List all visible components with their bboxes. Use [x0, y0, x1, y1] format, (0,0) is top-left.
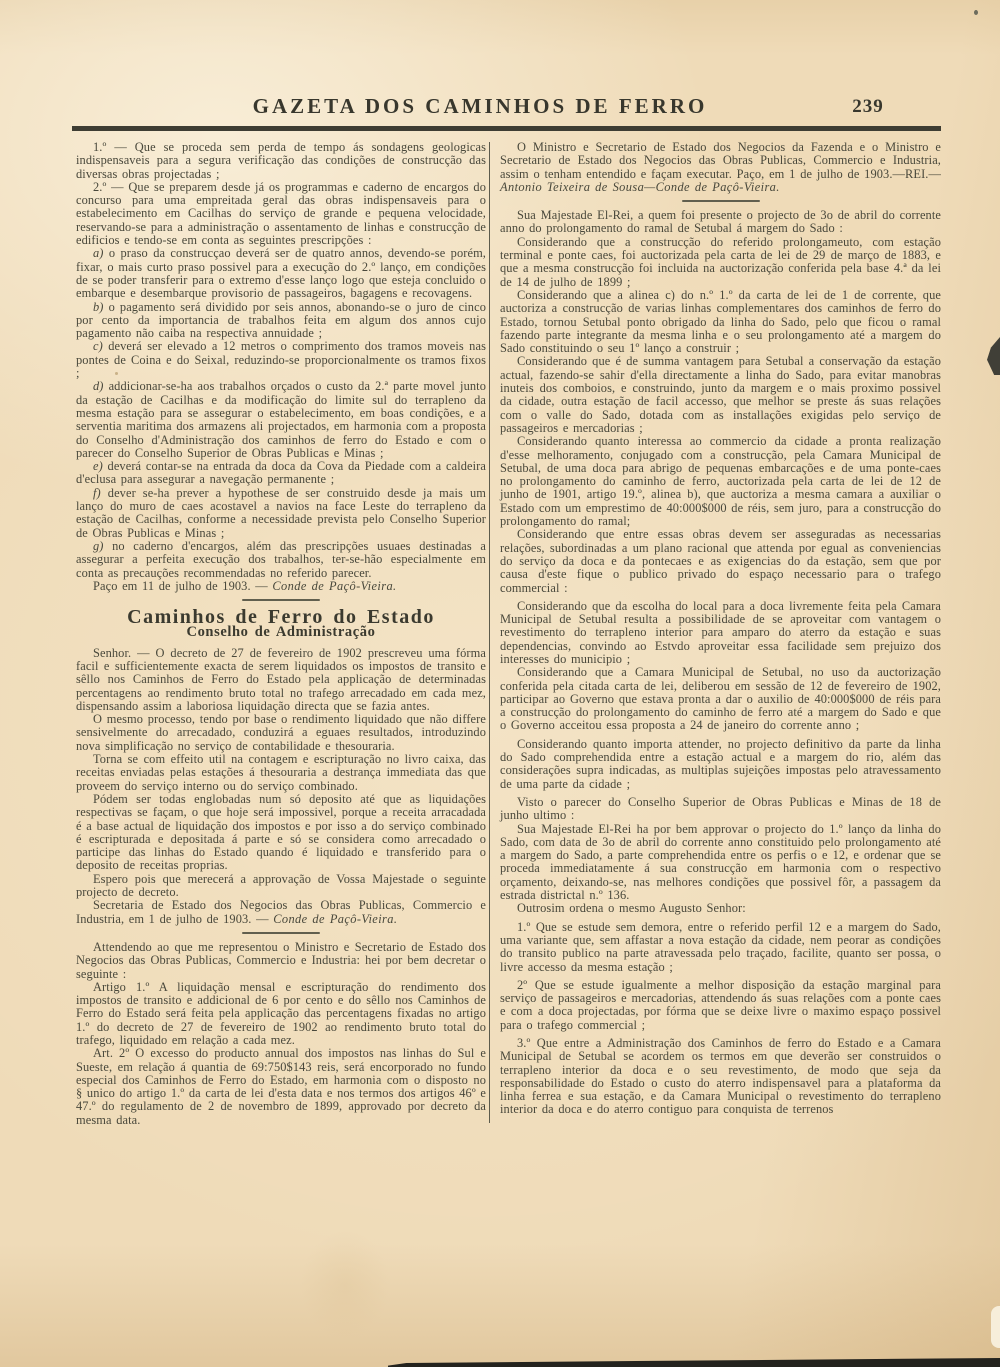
paragraph: 1.º — Que se proceda sem perda de tempo ás sondagens geologicas indispensaveis para a segura verificação das condições de construcção das diversas obras projectadas ;	[76, 140, 486, 181]
section-divider	[242, 599, 320, 601]
paragraph: 2.º — Que se preparem desde já os programmas e caderno de encargos do concurso para uma empreitada geral das obras indispensaveis para o estabelecimento em Cacilhas do serviço de grande e pequena velocidade, reservando-se para a administração o assentamento de linhas e construcção de edificios e tendo-se em conta as seguintes prescripções :	[76, 179, 486, 248]
paragraph: Espero pois que merecerá a approvação de Vossa Majestade o seguinte projecto de decreto.	[76, 871, 486, 900]
paragraph: Considerando que da escolha do local para a doca livremente feita pela Camara Municipal de Setubal resulta a possibilidade de se aproveitar com vantagem o revestimento do terrapleno interior para amparo do aterro da estação e suas dependencias, convindo ao Estvdo aproveitar essa facilidade sem prejuizo dos interesses do municipio ;	[500, 598, 941, 666]
masthead-title: GAZETA DOS CAMINHOS DE FERRO	[252, 94, 708, 118]
paragraph: Considerando que a Camara Municipal de Setubal, no uso da auctorização conferida pela citada carta de lei, deliberou em sessão de 12 de fevereiro de 1902, participar ao Governo que estava pronta a dar o auxilio de 40:000$000 de réis para a construcção do prolongamento do caminho de ferro até a margem do Sado e que o Governo acceitou essa proposta a 24 de janeiro do corrente anno ;	[500, 665, 941, 733]
section-divider	[682, 200, 760, 202]
photo-artifact-right-edge-tear	[991, 1306, 1000, 1348]
paragraph: c) deverá ser elevado a 12 metros o comprimento dos tramos moveis nas pontes de Coina e do Seixal, reduzindo-se proporcionalmente os tramos fixos ;	[76, 339, 486, 381]
header-rule	[72, 126, 941, 131]
paragraph: Considerando que a construcção do referido prolongameuto, com estação terminal e ponte caes, foi auctorizada pela carta de lei de 29 de março de 1883, e que a mesma construcção foi incluida na auctorização conferida pela base 4.ª da lei de 14 de julho de 1899 ;	[500, 234, 941, 289]
paragraph: b) o pagamento será dividido por seis annos, abonando-se o juro de cinco por cento da importancia de trabalhos feita em algum dos annos cujo pagamento não caiba na respectiva annuidade ;	[76, 299, 486, 341]
paragraph: Considerando que é de summa vantagem para Setubal a conservação da estação actual, fazendo-se sahir d'ella directamente a linha do Sado, para evitar manobras inuteis dos comboios, e construindo, junto da margem e o mais proximo possivel da cidade, outra estação de facil accesso, que melhor se preste ás suas relações com o valle do Sado, dotada com as installações exigidas pelo serviço de passageiros e mercadorias ;	[500, 354, 941, 435]
paragraph: Torna se com effeito util na contagem e escripturação no livro caixa, das receitas enviadas pelas estações á thesouraria a destrança immediata das que proveem do serviço interno ou do serviço combinado.	[76, 752, 486, 793]
paragraph: Art. 2º O excesso do producto annual dos impostos nas linhas do Sul e Sueste, em relação á quantia de 69:750$143 reis, será encorporado no fundo especial dos Caminhos de Ferro do Estado, em harmonia com o disposto no § unico do artigo 1.º da carta de lei d'esta data e nos termos dos artigos 46º e 47.º do regulamento de 2 de novembro de 1899, approvado por decreto da mesma data.	[76, 1046, 486, 1127]
paper-speck	[115, 372, 118, 375]
photo-artifact-bottom-edge	[388, 1358, 1000, 1367]
paragraph: Attendendo ao que me representou o Ministro e Secretario de Estado dos Negocios das Obras Publicas, Commercio e Industria: hei por bem decretar o seguinte :	[76, 939, 486, 981]
paragraph: e) deverá contar-se na entrada da doca da Cova da Piedade com a caldeira d'eclusa para assegurar a navegação permanente ;	[76, 459, 486, 487]
section-heading-caminhos-de-ferro: Caminhos de Ferro do Estado	[127, 606, 435, 629]
section-subheading-conselho: Conselho de Administração	[186, 624, 376, 641]
section-divider	[242, 932, 320, 934]
paragraph: Considerando que entre essas obras devem ser asseguradas as necessarias relações, subordinadas a um plano racional que attenda por egual as conveniencias do serviço da doca e da pontecaes e as exigencias do da estação, sem que por causa d'este fique o publico privado do espaço necessario para o trafego commercial :	[500, 527, 941, 595]
paragraph: 3.º Que entre a Administração dos Caminhos de ferro do Estado e a Camara Municipal de Setubal se acordem os termos em que deverão ser construidos o terrapleno interior da doca e o seu revestimento, de modo que seja da responsabilidade do Estado o custo do aterro indispensavel para a plataforma da linha ferrea e sua estação, e da Camara Municipal o revestimento do terrapleno interior da doca e do aterro contiguo para conquista de terrenos	[500, 1036, 941, 1117]
paragraph: Considerando que a alinea c) do n.º 1.º da carta de lei de 1 de corrente, que auctoriza a construcção de varias linhas complementares dos caminhos de ferro do Estado, tornou Setubal ponto obrigado da linha do Sado, pelo que ficou o ramal fazendo parte integrante da mesma linha e o seu prolongamento até a margem do Sado constituindo o seu 1º lanço a construir ;	[500, 287, 941, 356]
paragraph: Paço em 11 de julho de 1903. — Conde de Paçô-Vieira.	[93, 578, 397, 593]
right-column	[500, 141, 941, 1127]
paragraph: O Ministro e Secretario de Estado dos Negocios da Fazenda e o Ministro e Secretario de Estado dos Negocios das Obras Publicas, Commercio e Industria, assim o tenham entendido e façam executar. Paço, em 1 de julho de 1903.—REI.—Antonio Teixeira de Sousa—Conde de Paçô-Vieira.	[500, 140, 941, 194]
text-columns	[76, 141, 941, 1127]
paper-speck	[974, 10, 978, 15]
paragraph: d) addicionar-se-ha aos trabalhos orçados o custo da 2.ª parte movel junto da estação de Cacilhas e da modificação do limite sul do terrapleno da mesma estação para se assegurar o estabelecimento, em boas condições, e a serventia maritima dos armazens ali projectados, em harmonia com a proposta do Conselho d'Administração dos caminhos de ferro do Estado e com o parecer do Conselho Superior de Obras Publicas e Minas ;	[76, 379, 486, 460]
paragraph: Visto o parecer do Conselho Superior de Obras Publicas e Minas de 18 de junho ultimo :	[500, 794, 941, 823]
paragraph: Considerando quanto importa attender, no projecto definitivo da parte da linha do Sado comprehendida entre a estação actual e a margem do rio, além das considerações supra indicadas, as multiplas sujeições impostas pelo atravessamento de uma parte da cidade ;	[500, 736, 941, 791]
column-divider-rule	[489, 142, 490, 1123]
paragraph: Artigo 1.º A liquidação mensal e escripturação do rendimento dos impostos de transito e addicional de 6 por cento e do sêllo nos Caminhos de Ferro do Estado será feita pela applicação das percentagens fixadas no artigo 1.º do decreto de 27 de fevereiro de 1902 ao rendimento bruto total do trafego, liquidado em relação a cada mez.	[76, 979, 486, 1047]
paragraph: 1.º Que se estude sem demora, entre o referido perfil 12 e a margem do Sado, uma variante que, sem affastar a nova estação da cidade, nem peorar as condições do transito publico na parte atravessada pelo traçado, facilite, quanto ser possa, o livre accesso da mesma estação ;	[500, 919, 941, 974]
paragraph: Sua Majestade El-Rei, a quem foi presente o projecto de 3o de abril do corrente anno do prolongamento do ramal de Setubal á margem do Sado :	[500, 208, 941, 236]
masthead	[72, 94, 888, 119]
paragraph: g) no caderno d'encargos, além das prescripções usuaes destinadas a assegurar a perfeita execução dos trabalhos, ter-se-hão especialmente em conta as precauções recommendadas no referido parecer.	[76, 538, 486, 580]
page-number: 239	[852, 96, 884, 117]
paper-stain	[300, 1230, 390, 1340]
paragraph: 2º Que se estude igualmente a melhor disposição da estação marginal para serviço de passageiros e mercadorias, attendendo ás suas relações com a ponte caes e com a doca projectadas, por fórma que se deixe livre o maximo espaço possivel para o trafego commercial ;	[500, 977, 941, 1032]
paragraph: Sua Majestade El-Rei ha por bem approvar o projecto do 1.º lanço da linha do Sado, com data de 3o de abril do corrente anno constituido pelo prolongamento até a margem do Sado, a parte comprehendida entre os perfis o e 12, e ordenar que se proceda immediatamente á sua construcção em harmonia com o respectivo orçamento, deixando-se, nas melhores condições que possivel fôr, a passagem da estrada districtal n.º 136.	[500, 821, 941, 903]
paragraph: Senhor. — O decreto de 27 de fevereiro de 1902 prescreveu uma fórma facil e sufficientemente exacta de serem liquidados os impostos de transito e sêllo nos Caminhos de Ferro do Estado pela applicação de determinadas percentagens ao rendimento bruto total no trafego arrecadado em cada mez, dispensando assim a laboriosa liquidação directa que se fazia antes.	[76, 645, 486, 713]
paragraph: Pódem ser todas englobadas num só deposito até que as liquidações respectivas se façam, o que hoje será impossivel, porque a receita arracadada é a base actual de liquidação dos impostos e por isso a do serviço combinado é escripturada e depositada á parte e só se considera como arrecadado o participe das linhas do Estado quando é liquidado e transferido para o deposito de receitas proprias.	[76, 791, 486, 873]
left-column	[76, 141, 486, 1127]
photo-artifact-right-edge-mark	[987, 337, 1000, 375]
paragraph: f) dever se-ha prever a hypothese de ser construido desde ja mais um lanço do muro de caes acostavel a navios na face Leste do terrapleno da estação de Cacilhas, conforme a necessidade prevista pelo Conselho Superior de Obras Publicas e Minas ;	[76, 485, 486, 540]
paragraph: Outrosim ordena o mesmo Augusto Senhor:	[517, 901, 746, 916]
paragraph: a) o praso da construcçao deverá ser de quatro annos, devendo-se porém, fixar, o mais curto praso possivel para a execução do 2.º lanço, em condições de se poder transferir para o extremo d'esse lanço logo que esteja concluido o embarque e desembarque provisorio de passageiros, bagagens e recovagens.	[76, 246, 486, 301]
paragraph: Secretaria de Estado dos Negocios das Obras Publicas, Commercio e Industria, em 1 de julho de 1903. — Conde de Paçô-Vieira.	[76, 898, 486, 926]
paragraph: Considerando quanto interessa ao commercio da cidade a pronta realização d'esse melhoramento, conjugado com a construcção, pela Camara Municipal de Setubal, de uma doca para abrigo de pequenas embarcações e de uma ponte-caes no prolongamento do caminho de ferro, auctorizada pela carta de lei de 12 de junho de 1901, artigo 19.º, alinea b), que auctoriza a mesma camara a auxiliar o Estado com um emprestimo de 40:000$000 de réis, sem juro, para a construcção do prolongamento do ramal;	[500, 434, 941, 529]
paragraph: O mesmo processo, tendo por base o rendimento liquidado que não differe sensivelmente do arrecadado, conduzirá a eguaes resultados, introduzindo nova simplificação no serviço de contabilidade e thesouraria.	[76, 712, 486, 753]
